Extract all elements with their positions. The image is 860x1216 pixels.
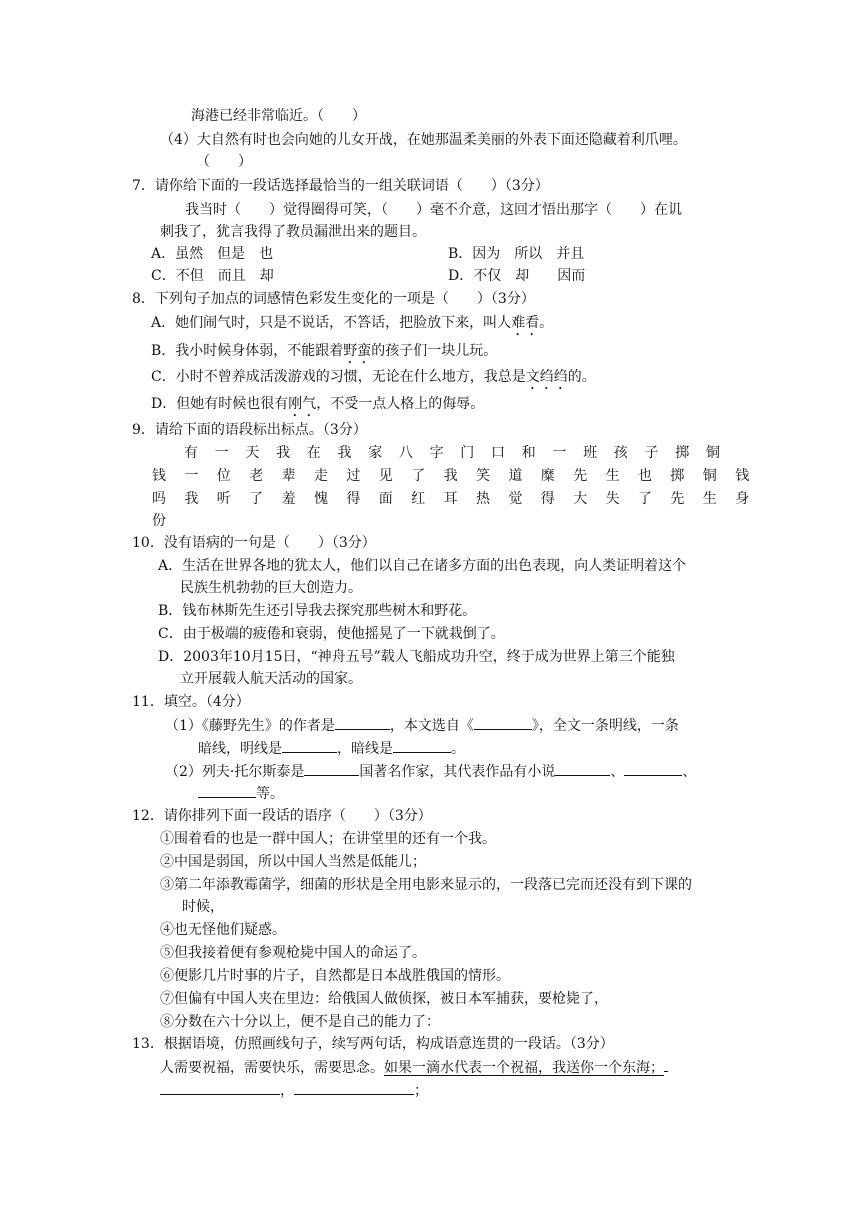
q9-char: 先 bbox=[573, 468, 588, 484]
q9-char: 钱 bbox=[152, 468, 166, 484]
q9-char: 我 bbox=[443, 468, 458, 484]
q12-item-2: ②中国是弱国，所以中国人当然是低能儿； bbox=[160, 854, 426, 870]
q9-char: 吗 bbox=[152, 491, 166, 507]
q8-a-text: A．她们闹气时，只是不说话，不答话，把脸放下来，叫人 bbox=[151, 315, 512, 331]
q9-char: 面 bbox=[378, 491, 393, 507]
q10-option-a-line2: 民族生机勃勃的巨大创造力。 bbox=[180, 580, 362, 596]
q10-stem: 10．没有语病的一句是（ ）（3分） bbox=[132, 535, 376, 551]
q9-char: 了 bbox=[638, 491, 652, 507]
q11-source-blank[interactable] bbox=[474, 715, 532, 730]
q11-sub1-line1 bbox=[165, 715, 679, 736]
q11-sub1-line2 bbox=[198, 738, 465, 759]
q8-option-a bbox=[151, 313, 553, 339]
q9-char: 愧 bbox=[314, 491, 328, 507]
q9-char: 在 bbox=[306, 445, 321, 461]
q9-char: 班 bbox=[583, 445, 598, 461]
q9-char: 我 bbox=[337, 445, 352, 461]
q9-char: 走 bbox=[314, 468, 328, 484]
q11-s1-text-e: ，暗线是 bbox=[337, 741, 393, 757]
q8-c-dotted-word: 文绉绉 bbox=[525, 369, 568, 385]
q8-stem: 8．下列句子加点的词感情色彩发生变化的一项是（ ）（3分） bbox=[132, 291, 535, 307]
q7-option-d: D．不仅 却 因而 bbox=[448, 268, 586, 284]
q13-stem: 13．根据语境，仿照画线句子，续写两句话，构成语意连贯的一段话。（3分） bbox=[132, 1036, 614, 1052]
q8-option-d bbox=[151, 394, 484, 420]
q11-author-blank[interactable] bbox=[335, 715, 390, 730]
q11-novel1-blank[interactable] bbox=[555, 761, 610, 776]
q11-sub2-line1 bbox=[165, 761, 696, 782]
q9-char: 一 bbox=[214, 445, 229, 461]
q12-item-5: ⑤但我接着便有参观枪毙中国人的命运了。 bbox=[160, 945, 426, 961]
q9-char: 红 bbox=[411, 491, 426, 507]
q11-s1-text-c: 》，全文一条明线，一条 bbox=[531, 718, 679, 734]
q9-char: 掷 bbox=[670, 468, 685, 484]
q7-para-line1: 我当时（ ）觉得圈得可笑，（ ）毫不介意，这回才悟出那字（ ）在讥 bbox=[185, 202, 682, 218]
q9-char: 位 bbox=[216, 468, 231, 484]
q9-char: 也 bbox=[638, 468, 652, 484]
q9-char: 耳 bbox=[443, 491, 458, 507]
q9-char: 听 bbox=[216, 491, 231, 507]
q9-char: 过 bbox=[346, 468, 361, 484]
q9-char: 八 bbox=[398, 445, 413, 461]
q12-item-3: ③第二年添教霉菌学，细菌的形状是全用电影来显示的，一段落已完而还没有到下课的 bbox=[160, 877, 692, 893]
q13-answer-blank-2[interactable] bbox=[294, 1080, 414, 1095]
q8-b-end: 的孩子们一块儿玩。 bbox=[371, 343, 498, 359]
q9-char: 一 bbox=[552, 445, 567, 461]
q11-s1-text-f: 。 bbox=[451, 741, 465, 757]
q8-d-end: ，不受一点人格上的侮辱。 bbox=[316, 396, 485, 412]
q9-char: 大 bbox=[573, 491, 588, 507]
q12-item-8: ⑧分数在六十分以上，便不是自己的能力了： bbox=[160, 1014, 440, 1030]
q9-char: 老 bbox=[249, 468, 264, 484]
q8-a-dotted-word: 难看 bbox=[511, 315, 540, 331]
q9-char: 和 bbox=[521, 445, 536, 461]
q10-option-b: B．钱布林斯先生还引导我去探究那些树木和野花。 bbox=[158, 603, 477, 619]
q8-d-text: D．但她有时候也很有 bbox=[151, 396, 289, 412]
q9-char: 铜 bbox=[702, 468, 717, 484]
q9-char: 子 bbox=[644, 445, 659, 461]
q11-hidden-line-blank[interactable] bbox=[393, 738, 451, 753]
q11-novel2-blank[interactable] bbox=[624, 761, 682, 776]
q8-c-end: 的。 bbox=[567, 369, 596, 385]
q9-char: 身 bbox=[735, 491, 750, 507]
q11-novel3-blank[interactable] bbox=[198, 783, 256, 798]
q9-char: 掷 bbox=[675, 445, 690, 461]
q11-s2-text-b: 国著名作家，其代表作品有小说 bbox=[359, 764, 556, 780]
q11-s1-text-d: 暗线，明线是 bbox=[198, 741, 282, 757]
q9-char: 我 bbox=[276, 445, 291, 461]
q13-answer-blank-1[interactable] bbox=[160, 1080, 280, 1095]
q9-char: 生 bbox=[605, 468, 620, 484]
q9-char: 热 bbox=[476, 491, 490, 507]
q6-item3-tail: 海港已经非常临近。（ ） bbox=[191, 108, 366, 124]
q9-char: 生 bbox=[702, 491, 717, 507]
q7-para-line2: 刺我了，犹言我得了教员漏泄出来的题目。 bbox=[160, 224, 426, 240]
q11-s2-text-a: （2）列夫·托尔斯泰是 bbox=[165, 764, 305, 780]
q10-option-d-line2: 立开展载人航天活动的国家。 bbox=[180, 671, 362, 687]
q9-char: 得 bbox=[346, 491, 361, 507]
q9-char: 先 bbox=[670, 491, 685, 507]
q9-char: 了 bbox=[411, 468, 426, 484]
q10-option-d-line1: D．2003年10月15日，“神舟五号”载人飞船成功升空，终于成为世界上第三个能独 bbox=[158, 649, 675, 665]
q11-s1-text-a: （1）《藤野先生》的作者是 bbox=[165, 718, 335, 734]
q10-option-a-line1: A．生活在世界各地的犹太人，他们以自己在诸多方面的出色表现，向人类证明着这个 bbox=[158, 558, 687, 574]
q7-option-c: C．不但 而且 却 bbox=[151, 268, 274, 284]
q11-s2-text-e: 等。 bbox=[256, 786, 284, 802]
q9-char: 天 bbox=[245, 445, 260, 461]
q13-passage bbox=[160, 1057, 668, 1078]
q10-option-c: C．由于极端的疲倦和衰弱，使他摇晃了一下就栽倒了。 bbox=[158, 626, 505, 642]
q9-char: 口 bbox=[491, 445, 505, 461]
q9-char: 份 bbox=[152, 513, 166, 529]
q9-char: 家 bbox=[368, 445, 383, 461]
q9-char: 觉 bbox=[508, 491, 523, 507]
q13-answer-comma: ， bbox=[280, 1083, 294, 1099]
q12-stem: 12．请你排列下面一段话的语序（ ）（3分） bbox=[132, 808, 432, 824]
q12-item-4: ④也无怪他们疑惑。 bbox=[160, 922, 286, 938]
q9-char: 了 bbox=[249, 491, 264, 507]
q8-a-end: 。 bbox=[539, 315, 554, 331]
q12-item-3-cont: 时候， bbox=[182, 899, 224, 915]
q11-country-blank[interactable] bbox=[304, 761, 359, 776]
q13-underline-tail bbox=[664, 1057, 668, 1072]
q9-char: 辈 bbox=[281, 468, 296, 484]
q12-item-1: ①围着看的也是一群中国人；在讲堂里的还有一个我。 bbox=[160, 831, 496, 847]
q7-option-a: A．虽然 但是 也 bbox=[151, 246, 274, 262]
q8-c-text: C．小时不曾养成活泼游戏的习惯，无论在什么地方，我总是 bbox=[151, 369, 526, 385]
q9-char: 笑 bbox=[476, 468, 490, 484]
q9-char: 门 bbox=[460, 445, 475, 461]
q11-s2-text-c: 、 bbox=[610, 764, 625, 780]
q11-sub2-line2 bbox=[198, 783, 284, 804]
q9-char: 道 bbox=[508, 468, 523, 484]
q7-stem: 7．请你给下面的一段话选择最恰当的一组关联词语（ ）（3分） bbox=[132, 178, 549, 194]
q9-char: 钱 bbox=[735, 468, 750, 484]
q11-s1-text-b: ，本文选自《 bbox=[389, 718, 474, 734]
q6-item4: （4）大自然有时也会向她的儿女开战，在她那温柔美丽的外表下面还隐藏着利爪哩。 bbox=[160, 132, 687, 148]
q12-item-7: ⑦但偏有中国人夹在里边：给俄国人做侦探，被日本军捕获，要枪毙了， bbox=[160, 991, 608, 1007]
q7-option-b: B．因为 所以 并且 bbox=[448, 246, 585, 262]
q13-answer-line bbox=[160, 1080, 428, 1101]
q13-underlined-sentence: 如果一滴水代表一个祝福，我送你一个东海； bbox=[384, 1060, 664, 1076]
q6-item4-paren: （ ） bbox=[196, 154, 252, 170]
q8-b-dotted-word: 野蛮 bbox=[343, 343, 372, 359]
q9-stem: 9．请给下面的语段标出标点。（3分） bbox=[132, 422, 367, 438]
q9-char: 铜 bbox=[705, 445, 720, 461]
q9-char: 有 bbox=[184, 445, 198, 461]
q11-stem: 11．填空。（4分） bbox=[132, 694, 250, 710]
q9-char: 见 bbox=[378, 468, 393, 484]
q13-passage-text: 人需要祝福，需要快乐，需要思念。 bbox=[160, 1060, 384, 1076]
q8-option-c bbox=[151, 367, 596, 393]
q9-char: 羞 bbox=[281, 491, 296, 507]
q8-option-b bbox=[151, 341, 497, 367]
q9-char: 字 bbox=[429, 445, 444, 461]
q9-char: 我 bbox=[184, 491, 199, 507]
q12-item-6: ⑥便影几片时事的片子，自然都是日本战胜俄国的情形。 bbox=[160, 968, 510, 984]
q11-s2-text-d: 、 bbox=[682, 764, 697, 780]
q11-clue-line-blank[interactable] bbox=[282, 738, 337, 753]
q8-d-dotted-word: 刚气 bbox=[288, 396, 317, 412]
q9-char: 失 bbox=[605, 491, 620, 507]
q13-answer-end: ； bbox=[414, 1083, 428, 1099]
q9-char: 孩 bbox=[613, 445, 628, 461]
q9-char: 一 bbox=[184, 468, 199, 484]
q8-b-text: B．我小时候身体弱，不能跟着 bbox=[151, 343, 344, 359]
q9-char: 得 bbox=[540, 491, 555, 507]
q9-char: 糜 bbox=[540, 468, 555, 484]
